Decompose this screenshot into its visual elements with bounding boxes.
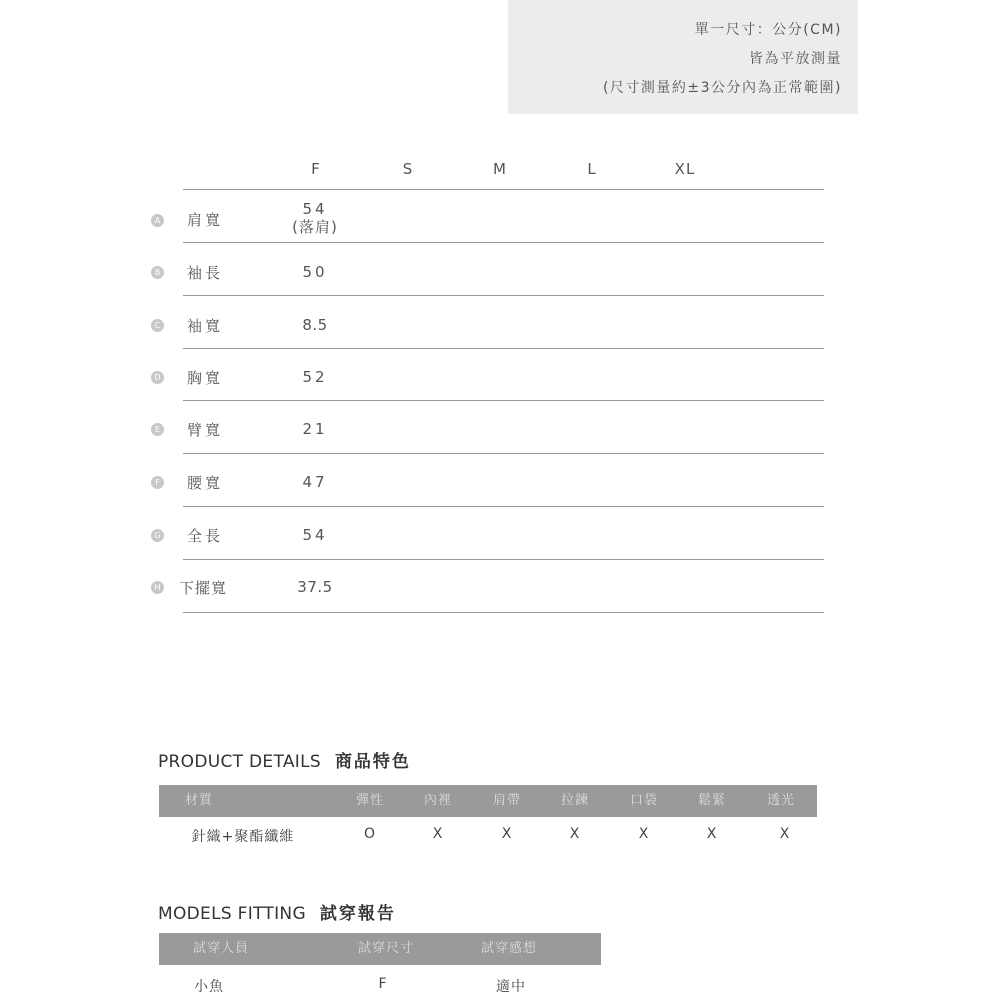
value-straps: X	[501, 826, 513, 842]
row-badge-f: F	[151, 476, 164, 489]
column-f: F	[311, 160, 321, 178]
size-note-tolerance: (尺寸測量約±3公分內為正常範圍)	[602, 80, 842, 96]
row-label-waist: 腰寬	[187, 474, 224, 492]
value-fit-feedback: 適中	[496, 979, 526, 995]
models-fitting-header	[159, 933, 601, 965]
header-material: 材質	[184, 793, 214, 808]
product-details-title-zh: 商品特色	[334, 752, 411, 772]
divider	[183, 295, 824, 296]
value-lining: X	[432, 826, 444, 842]
row-badge-a: A	[151, 214, 164, 227]
row-label-sleeve-width: 袖寬	[187, 317, 224, 335]
column-m: M	[493, 160, 507, 178]
row-label-hem: 下擺寬	[179, 579, 228, 597]
row-badge-d: D	[151, 371, 164, 384]
models-fitting-title-en: MODELS FITTING	[158, 904, 306, 924]
value-model: 小魚	[194, 979, 224, 995]
divider	[183, 506, 824, 507]
column-l: L	[587, 160, 597, 178]
models-fitting-title	[158, 899, 396, 924]
row-badge-e: E	[151, 423, 164, 436]
value-fit-size: F	[378, 976, 388, 992]
divider	[183, 559, 824, 560]
header-zipper: 拉鍊	[560, 793, 590, 808]
row-value-sleeve-width: 8.5	[302, 316, 328, 334]
divider	[183, 348, 824, 349]
row-value-length: 54	[302, 526, 328, 544]
column-xl: XL	[674, 160, 696, 178]
row-label-sleeve-length: 袖長	[187, 264, 224, 282]
value-pockets: X	[638, 826, 650, 842]
row-badge-c: C	[151, 319, 164, 332]
row-value-chest: 52	[302, 368, 328, 386]
divider	[183, 400, 824, 401]
value-transparency: X	[779, 826, 791, 842]
divider	[183, 189, 824, 190]
header-elasticity: 彈性	[355, 793, 385, 808]
models-fitting-title-zh: 試穿報告	[319, 904, 396, 924]
header-elastic-band: 鬆緊	[697, 793, 727, 808]
header-fit-size: 試穿尺寸	[357, 941, 415, 956]
header-transparency: 透光	[766, 793, 796, 808]
size-chart-header	[0, 160, 1000, 180]
size-note	[508, 0, 858, 114]
size-note-unit: 單一尺寸：公分(CM)	[694, 22, 842, 38]
divider	[183, 242, 824, 243]
row-label-chest: 胸寬	[187, 369, 224, 387]
header-pockets: 口袋	[629, 793, 659, 808]
header-lining: 內裡	[423, 793, 453, 808]
row-badge-h: H	[151, 581, 164, 594]
row-label-arm: 臂寬	[187, 421, 224, 439]
row-value-shoulder	[292, 201, 338, 235]
value-material: 針織+聚酯纖維	[191, 829, 295, 845]
row-value-sleeve-length: 50	[302, 263, 328, 281]
divider	[183, 612, 824, 613]
row-label-shoulder: 肩寬	[187, 211, 224, 229]
product-details-header	[159, 785, 817, 817]
value-zipper: X	[569, 826, 581, 842]
product-details-title-en: PRODUCT DETAILS	[158, 752, 321, 772]
header-fit-feedback: 試穿感想	[480, 941, 538, 956]
row-value-hem: 37.5	[297, 578, 333, 596]
row-badge-g: G	[151, 529, 164, 542]
column-s: S	[402, 160, 414, 178]
divider	[183, 453, 824, 454]
size-note-method: 皆為平放測量	[749, 51, 842, 67]
row-value-waist: 47	[302, 473, 328, 491]
row-value-arm: 21	[302, 420, 328, 438]
shoulder-value: 54	[302, 200, 328, 218]
header-straps: 肩帶	[492, 793, 522, 808]
product-details-title	[158, 747, 411, 772]
row-badge-b: B	[151, 266, 164, 279]
header-model: 試穿人員	[192, 941, 250, 956]
row-label-length: 全長	[187, 527, 224, 545]
shoulder-value-note: (落肩)	[292, 218, 338, 236]
value-elasticity: O	[363, 826, 377, 842]
value-elastic-band: X	[706, 826, 718, 842]
